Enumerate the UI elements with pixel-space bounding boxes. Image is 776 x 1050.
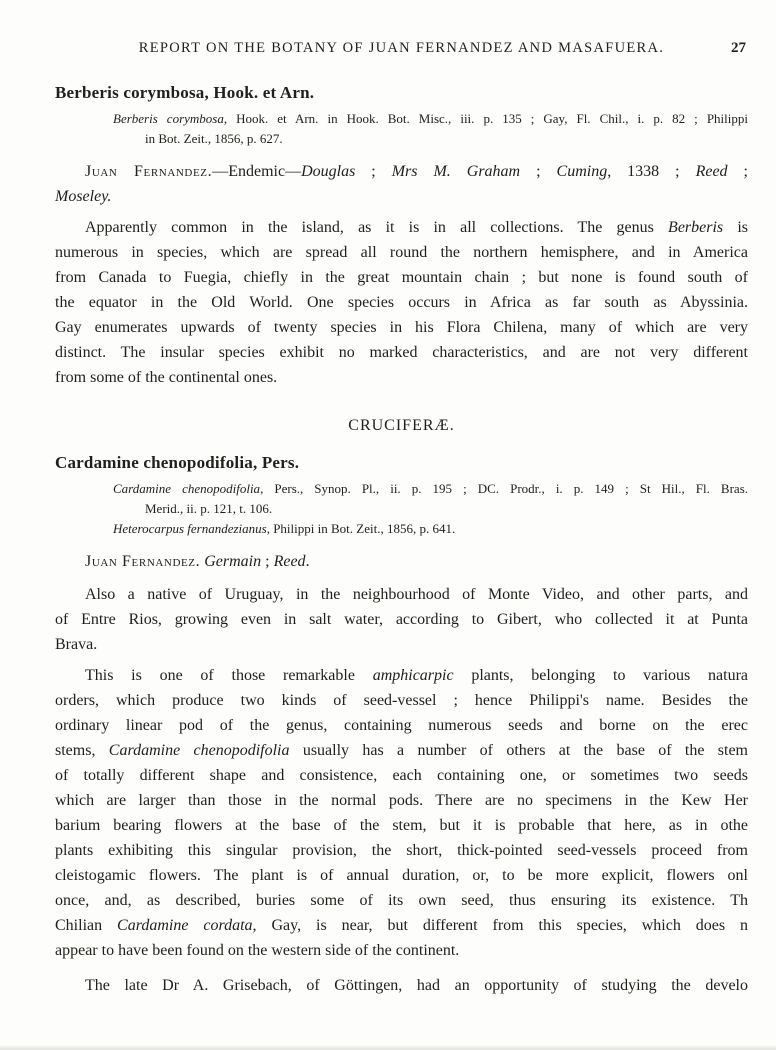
species-entry-cardamine — [55, 452, 748, 998]
species-heading-cardamine: Cardamine chenopodifolia, Pers. — [55, 453, 300, 472]
collection-records-cardamine: Juan Fernandez. Germain ; Reed. — [85, 553, 310, 570]
page-header — [55, 0, 748, 58]
scan-edge-shadow — [0, 1045, 776, 1050]
collection-records-berberis: Juan Fernandez.—Endemic—Douglas ; Mrs M. Graham ; Cuming, 1338 ; Reed ; Moseley. — [55, 163, 748, 205]
page-number: 27 — [731, 40, 746, 56]
body-paragraph-distribution: Also a native of Uruguay, in the neighbourhood of Monte Video, and other parts, and of Entre Rios, growing even in salt water, according to Gibert, who collected it at Punta Brava. — [55, 586, 748, 653]
synonymy-citation-heterocarpus: Heterocarpus fernandezianus, Philippi in Bot. Zeit., 1856, p. 641. — [113, 521, 456, 536]
body-paragraph-berberis: Apparently common in the island, as it is in all collections. The genus Berberis is numerous in species, which are spread all round the northern hemisphere, and in America from Canada to Fuegia, chiefly in the great mountain chain ; but none is found south of the equator in the Old World. One species occurs in Africa as far south as Abyssinia. Gay enumerates upwards of twenty species in his Flora Chilena, many of which are very distinct. The insular species exhibit no marked characteristics, and are not very different from some of the continental ones. — [55, 219, 749, 386]
synonymy-citation-cardamine: Cardamine chenopodifolia, Pers., Synop. Pl., ii. p. 195 ; DC. Prodr., i. p. 149 ; St Hil., Fl. Bras. Merid., ii. p. 121, t. 106. — [113, 481, 748, 516]
species-heading-berberis: Berberis corymbosa, Hook. et Arn. — [55, 83, 315, 102]
synonymy-citation-berberis: Berberis corymbosa, Hook. et Arn. in Hook. Bot. Misc., iii. p. 135 ; Gay, Fl. Chil., i. p. 82 ; Philippi in Bot. Zeit., 1856, p. 627. — [113, 111, 748, 146]
family-heading-cruciferae: CRUCIFERÆ. — [348, 417, 455, 434]
running-header-title: REPORT ON THE BOTANY OF JUAN FERNANDEZ AND MASAFUERA. — [138, 40, 665, 56]
species-entry-berberis — [55, 82, 748, 390]
body-paragraph-grisebach: The late Dr A. Grisebach, of Göttingen, had an opportunity of studying the develo — [85, 977, 748, 994]
body-paragraph-amphicarpic: This is one of those remarkable amphicarpic plants, belonging to various natura orders, which produce two kinds of seed-vessel ; hence Philippi's name. Besides the ordinary linear pod of the genus, containing numerous seeds and borne on the erec stems, Cardamine chenopodifolia usually has a number of others at the base of the stem of totally different shape and consistence, each containing one, or sometimes two seeds which are larger than those in the normal pods. There are no specimens in the Kew Her barium bearing flowers at the base of the stem, but it is probable that here, as in othe plants exhibiting this singular provision, the short, thick-pointed seed-vessels proceed from cleistogamic flowers. The plant is of annual duration, or, to be more explicit, flowers onl once, and, as described, buries some of its own seed, thus ensuring its existence. Th Chilian Cardamine cordata, Gay, is near, but different from this species, which does n appear to have been found on the western side of the continent. — [55, 667, 749, 959]
